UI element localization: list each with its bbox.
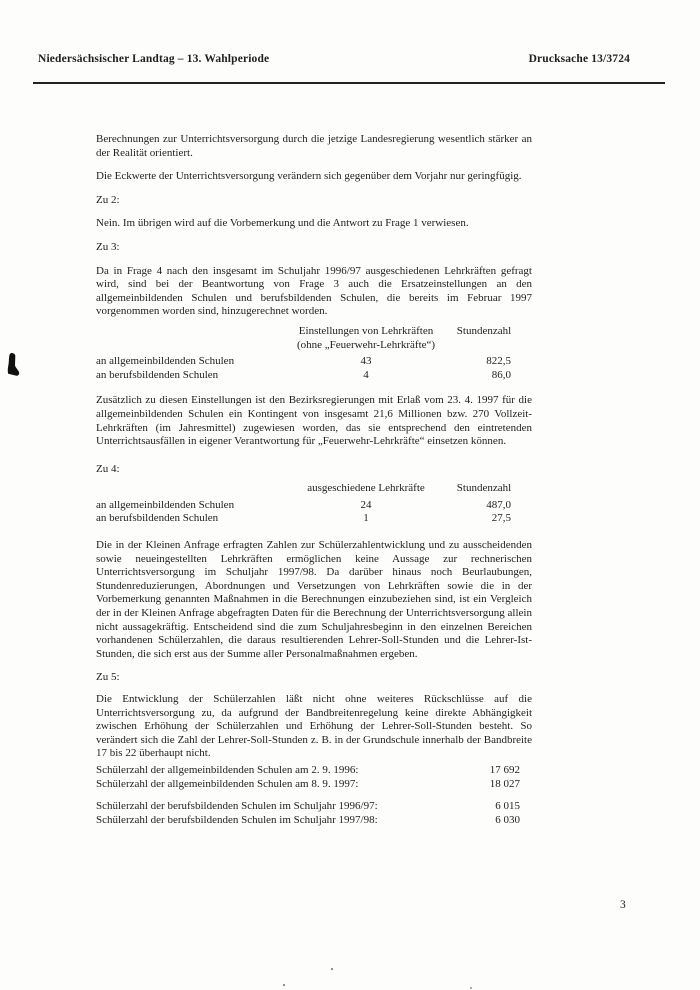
row-count: 4 xyxy=(363,368,369,381)
paragraph-zu4: Die in der Kleinen Anfrage erfragten Zahlen zur Schülerzahlentwicklung und zu ausscheidenden sowie neueingestellten Lehrkräften ermöglichen keine Aussage zur rechnerischen Unterrichtsversorgung im Schuljahr 1997/98. Da darüber hinaus noch Beurlaubungen, Stundenreduzierungen, Abordnungen und Versetzungen von Lehrkräften sowie die in der Vorbemerkung genannten Maßnahmen in die Berechnungen einzubeziehen sind, ist ein Vergleich der in der Kleinen Anfrage abgefragten Daten für die Berechnung der Unterrichtsversorgung allein nicht aussagekräftig. Entscheidend sind die zum Schuljahresbeginn in den einzelnen Bereichen vorhandenen Schülerzahlen, die daraus resultierenden Lehrer-Soll-Stunden und die Lehrer-Ist-Stunden, die sich erst aus der Summe aller Personalmaßnahmen ergeben. xyxy=(96,539,532,660)
row-count: 1 xyxy=(363,512,369,525)
col-header-einstellungen-line2: (ohne „Feuerwehr-Lehrkräfte“) xyxy=(296,338,436,351)
row-label: an berufsbildenden Schulen xyxy=(96,512,219,525)
row-count: 43 xyxy=(360,355,372,368)
row-count: 24 xyxy=(360,498,372,511)
figure-label: Schülerzahl der allgemeinbildenden Schulen am 8. 9. 1997: xyxy=(96,777,359,790)
header-rule xyxy=(33,82,665,84)
row-label: an allgemeinbildenden Schulen xyxy=(96,498,235,511)
section-label-zu4: Zu 4: xyxy=(96,462,120,475)
paragraph-intro-1: Berechnungen zur Unterrichtsversorgung durch die jetzige Landesregierung wesentlich stärker an der Realität orientiert. xyxy=(96,133,532,159)
figure-row xyxy=(96,800,520,814)
col-header-einstellungen-line1: Einstellungen von Lehrkräften xyxy=(298,324,434,337)
header-parliament-title: Niedersächsischer Landtag – 13. Wahlperiode xyxy=(38,53,270,65)
figure-row xyxy=(96,778,520,792)
row-label: an allgemeinbildenden Schulen xyxy=(96,355,235,368)
section-label-zu2: Zu 2: xyxy=(96,193,120,206)
page-header xyxy=(38,53,630,65)
table-einstellungen xyxy=(96,325,532,382)
scan-speck xyxy=(283,984,285,986)
table-ausgeschiedene-header xyxy=(96,482,532,496)
table-einstellungen-header xyxy=(96,325,532,352)
figure-value: 18 027 xyxy=(489,777,520,790)
col-header-stundenzahl: Stundenzahl xyxy=(456,482,512,495)
col-header-ausgeschiedene: ausgeschiedene Lehrkräfte xyxy=(307,482,425,495)
row-hours: 822,5 xyxy=(486,355,511,368)
section-label-zu3: Zu 3: xyxy=(96,240,120,253)
figure-label: Schülerzahl der berufsbildenden Schulen im Schuljahr 1996/97: xyxy=(96,800,378,813)
figures-group-gap xyxy=(96,791,520,800)
row-hours: 487,0 xyxy=(486,498,511,511)
figure-value: 17 692 xyxy=(489,763,520,776)
figure-value: 6 015 xyxy=(495,800,520,813)
scan-speck xyxy=(470,987,472,989)
row-hours: 86,0 xyxy=(491,368,511,381)
ink-blob-artifact xyxy=(7,353,20,376)
col-header-stundenzahl: Stundenzahl xyxy=(456,324,512,337)
paragraph-zu5: Die Entwicklung der Schülerzahlen läßt nicht ohne weiteres Rückschlüsse auf die Unterrichtsversorgung zu, da aufgrund der Bandbreitenregelung keine direkte Abhängigkeit zwischen Erhöhung der Schülerzahlen und Erhöhung der Lehrer-Soll-Stunden besteht. So verändert sich die Zahl der Lehrer-Soll-Stunden z. B. in der Grundschule innerhalb der Bandbreite 17 bis 22 überhaupt nicht. xyxy=(96,693,532,760)
figure-label: Schülerzahl der allgemeinbildenden Schulen am 2. 9. 1996: xyxy=(96,763,359,776)
scan-speck xyxy=(331,968,333,970)
figure-row xyxy=(96,764,520,778)
section-label-zu5: Zu 5: xyxy=(96,671,120,684)
document-body xyxy=(96,133,532,827)
paragraph-zu3: Da in Frage 4 nach den insgesamt im Schuljahr 1996/97 ausgeschiedenen Lehrkräften gefragt wird, sind bei der Beantwortung von Frage 3 auch die Ersatzeinstellungen an den allgemeinbildenden Schulen und berufsbildenden Schulen, die bereits im Februar 1997 vorgenommen worden sind, hinzugerechnet worden. xyxy=(96,264,532,318)
figure-label: Schülerzahl der berufsbildenden Schulen im Schuljahr 1997/98: xyxy=(96,813,378,826)
student-figures-list xyxy=(96,764,520,827)
table-ausgeschiedene xyxy=(96,482,532,526)
page-number: 3 xyxy=(620,899,626,911)
figure-value: 6 030 xyxy=(495,813,520,826)
row-hours: 27,5 xyxy=(491,512,511,525)
table-row xyxy=(96,499,532,513)
table-row xyxy=(96,512,532,526)
header-doc-number: Drucksache 13/3724 xyxy=(528,53,630,65)
paragraph-zu2: Nein. Im übrigen wird auf die Vorbemerkung und die Antwort zu Frage 1 verwiesen. xyxy=(96,217,469,230)
table-row xyxy=(96,355,532,369)
row-label: an berufsbildenden Schulen xyxy=(96,368,219,381)
figure-row xyxy=(96,814,520,828)
table-row xyxy=(96,369,532,383)
paragraph-intro-2: Die Eckwerte der Unterrichtsversorgung verändern sich gegenüber dem Vorjahr nur geringfügig. xyxy=(96,170,522,183)
paragraph-zu3-erlass: Zusätzlich zu diesen Einstellungen ist den Bezirksregierungen mit Erlaß vom 23. 4. 1997 für die allgemeinbildenden Schulen ein Kontingent von insgesamt 21,6 Millionen bzw. 270 Vollzeit-Lehrkräften (im Jahresmittel) zugewiesen worden, das sie entsprechend den eintretenden Unterrichtsausfällen in eigener Verantwortung für „Feuerwehr-Lehrkräfte“ einsetzen können. xyxy=(96,394,532,448)
